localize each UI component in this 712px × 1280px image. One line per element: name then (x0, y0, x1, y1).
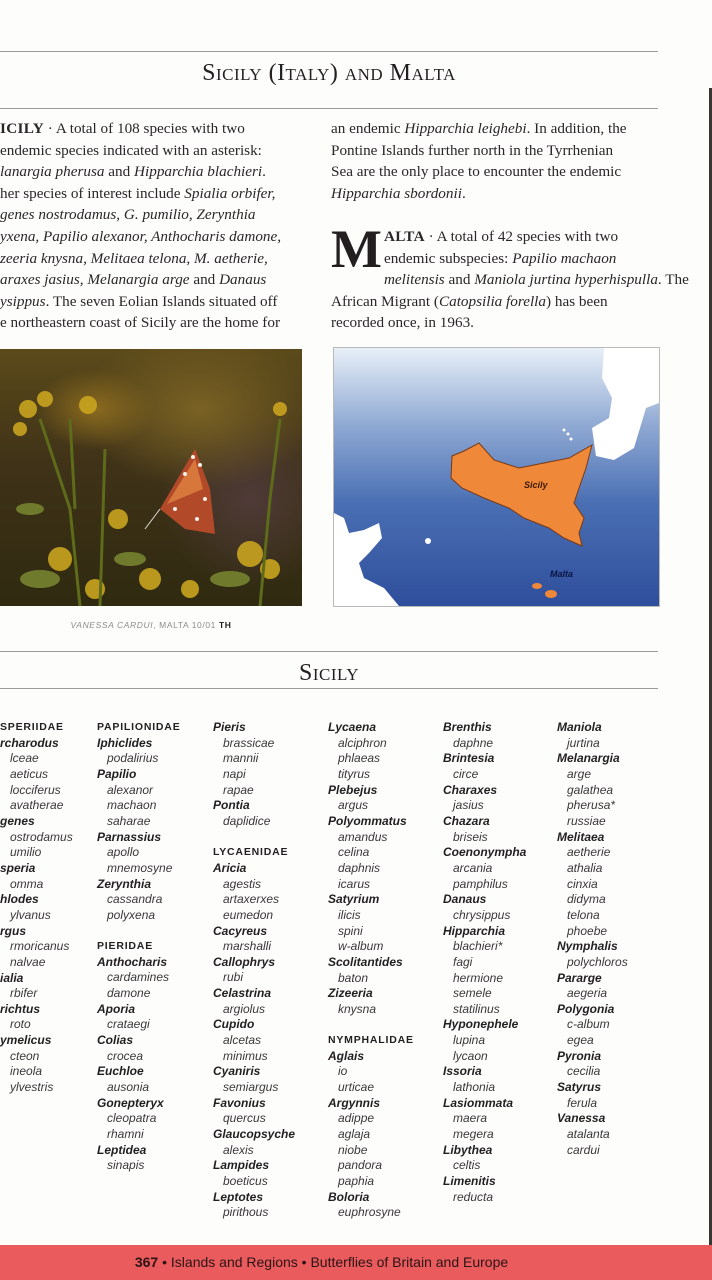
sicily-intro-text (0, 118, 281, 334)
species-name: chrysippus (453, 907, 511, 922)
genus-name: Brenthis (443, 720, 492, 734)
species-name: amandus (338, 829, 388, 844)
species-name: sinapis (107, 1158, 145, 1173)
species-name: ausonia (107, 1080, 150, 1095)
text-line: endemic species indicated with an asterisk: (0, 141, 262, 159)
species-name: minimus (223, 1048, 268, 1063)
species-name: crocea (107, 1048, 144, 1063)
species-name: io (338, 1064, 348, 1079)
species-name: cleopatra (107, 1111, 157, 1126)
genus-name: Plebejus (328, 782, 378, 797)
photo-caption (0, 620, 302, 630)
species-name: cassandra (107, 892, 163, 907)
checklist-column (213, 720, 295, 1221)
genus-name: Zizeeria (328, 986, 373, 1001)
text-line: Sea are the only place to encounter the endemic (331, 163, 622, 181)
species-name: ilicis (338, 907, 361, 922)
species-name: arge (567, 766, 592, 781)
checklist-column (97, 720, 181, 1174)
checklist-title: Sicily (299, 660, 359, 686)
genus-name: Glaucopsyche (213, 1127, 296, 1142)
genus-name: Libythea (443, 1142, 493, 1157)
genus-name: Hyponephele (443, 1017, 519, 1032)
text-line: ysippus. The seven Eolian Islands situated off (0, 292, 278, 310)
checklist-rule-bottom (0, 688, 658, 689)
species-name: pandora (338, 1158, 383, 1173)
caption-credit: TH (218, 620, 232, 630)
species-name: statilinus (453, 1001, 500, 1016)
checklist-column (557, 720, 628, 1158)
species-name: didyma (567, 892, 606, 907)
pantelleria (425, 538, 431, 544)
species-name: rbifer (10, 986, 38, 1001)
genus-name: Nymphalis (557, 939, 618, 954)
species-name: ylvestris (10, 1080, 54, 1095)
family-heading: PAPILIONIDAE (97, 721, 181, 733)
species-name: maera (453, 1111, 488, 1126)
genus-name: Chazara (443, 813, 490, 828)
species-name: adippe (338, 1111, 375, 1126)
species-name: apollo (107, 845, 140, 860)
text-line: ICILY · A total of 108 species with two (0, 120, 245, 137)
genus-name: Danaus (443, 892, 487, 907)
genus-name: Iphiclides (97, 735, 153, 750)
species-name: avatherae (10, 798, 64, 813)
species-name: roto (10, 1017, 31, 1032)
species-name: lupina (453, 1033, 486, 1048)
text-line: genes nostrodamus, G. pumilio, Zerynthia (0, 206, 256, 224)
species-name: icarus (338, 876, 371, 891)
family-heading: LYCAENIDAE (213, 846, 289, 859)
species-name: aeticus (10, 766, 49, 781)
map-label-sicily: Sicily (524, 480, 548, 490)
checklist-column (0, 720, 73, 1096)
genus-name: Zerynthia (97, 876, 152, 891)
species-name: quercus (223, 1111, 266, 1126)
genus-name: Cyaniris (213, 1064, 261, 1079)
genus-name: Lasiommata (443, 1095, 514, 1110)
species-name: telona (567, 907, 600, 922)
species-name: cardamines (107, 970, 170, 985)
genus-name: rgus (0, 923, 27, 938)
genus-name: Pontia (213, 798, 250, 813)
genus-name: Parnassius (97, 829, 162, 844)
genus-name: Favonius (213, 1095, 266, 1110)
species-name: atalanta (567, 1127, 610, 1142)
genus-name: Colias (97, 1033, 134, 1048)
species-name: cecilia (567, 1064, 601, 1079)
species-name: nalvae (10, 954, 46, 969)
genus-name: rcharodus (0, 735, 59, 750)
species-name: saharae (107, 813, 151, 828)
species-name: pherusa* (567, 798, 616, 813)
species-name: eumedon (223, 907, 274, 922)
page-title: Sicily (Italy) and Malta (202, 60, 456, 86)
species-name: euphrosyne (338, 1205, 401, 1220)
species-name: rapae (223, 782, 254, 797)
genus-name: Aricia (213, 860, 247, 875)
species-name: podalirius (107, 751, 159, 766)
species-name: damone (107, 986, 151, 1001)
species-name: ineola (10, 1064, 43, 1079)
species-name: alciphron (338, 735, 387, 750)
species-name: brassicae (223, 735, 275, 750)
species-name: megera (453, 1127, 494, 1142)
genus-name: Hipparchia (443, 923, 506, 938)
species-name: aetherie (567, 845, 611, 860)
species-name: celtis (453, 1158, 481, 1173)
species-name: polyxena (107, 907, 156, 922)
species-name: argus (338, 798, 369, 813)
species-name: paphia (338, 1174, 375, 1189)
text-line: Pontine Islands further north in the Tyrrhenian (331, 141, 614, 159)
species-name: cteon (10, 1048, 40, 1063)
malta-intro-text (331, 219, 689, 334)
species-name: galathea (567, 782, 614, 797)
genus-name: Polyommatus (328, 813, 407, 828)
genus-name: Argynnis (328, 1095, 381, 1110)
text-line: an endemic Hipparchia leighebi. In addition, the (331, 120, 627, 137)
checklist-rule-top (0, 651, 658, 652)
species-name: daphnis (338, 860, 381, 875)
butterfly-icon (145, 449, 215, 534)
species-name: knysna (338, 1001, 377, 1016)
species-name: mannii (223, 751, 259, 766)
genus-name: Melanargia (557, 751, 620, 766)
text-line: recorded once, in 1963. (331, 314, 474, 332)
species-name: aglaja (338, 1127, 371, 1142)
spacer (97, 924, 181, 940)
species-name: lycaon (453, 1048, 488, 1063)
species-name: napi (223, 766, 246, 781)
species-name: lceae (10, 751, 39, 766)
genus-name: Limenitis (443, 1174, 496, 1189)
footer-section: Islands and Regions (170, 1254, 298, 1270)
caption-species: VANESSA CARDUI (70, 620, 154, 630)
page-footer (0, 1245, 712, 1280)
species-name: pamphilus (453, 876, 508, 891)
species-name: athalia (567, 860, 603, 875)
species-name: jasius (453, 798, 484, 813)
gozo-shape (532, 583, 542, 589)
genus-name: Aglais (328, 1048, 365, 1063)
species-name: fagi (453, 954, 473, 969)
species-name: tityrus (338, 766, 371, 781)
species-name: umilio (10, 845, 42, 860)
genus-name: Cupido (213, 1017, 255, 1032)
species-name: ferula (567, 1095, 598, 1110)
species-name: rmoricanus (10, 939, 70, 954)
species-name: artaxerxes (223, 892, 280, 907)
sicily-intro-continued (331, 118, 627, 204)
tunisia-land (334, 513, 399, 606)
genus-name: Gonepteryx (97, 1095, 164, 1110)
species-name: argiolus (223, 1001, 266, 1016)
species-name: agestis (223, 876, 262, 891)
genus-name: Aporia (97, 1001, 136, 1016)
genus-name: Lycaena (328, 720, 377, 734)
genus-name: Issoria (443, 1064, 482, 1079)
species-name: aegeria (567, 986, 608, 1001)
species-name: lathonia (453, 1080, 496, 1095)
species-name: reducta (453, 1189, 494, 1204)
species-name: alexis (223, 1142, 254, 1157)
species-name: egea (567, 1033, 594, 1048)
family-heading: PIERIDAE (97, 940, 153, 953)
genus-name: Cacyreus (213, 923, 268, 938)
genus-name: Polygonia (557, 1001, 615, 1016)
genus-name: Maniola (557, 720, 602, 734)
genus-name: Leptidea (97, 1142, 147, 1157)
map-label-malta: Malta (550, 569, 574, 579)
malta-shape (545, 590, 557, 598)
map-illustration (334, 348, 659, 606)
species-name: baton (338, 970, 369, 985)
species-name: ostrodamus (10, 829, 73, 844)
genus-name: richtus (0, 1001, 41, 1016)
text-line: melitensis and Maniola jurtina hyperhispulla. The (383, 271, 689, 289)
caption-place: , MALTA 10/01 (153, 620, 219, 630)
species-name: semiargus (223, 1080, 279, 1095)
species-name: marshalli (223, 939, 272, 954)
species-name: locciferus (10, 782, 61, 797)
genus-name: Coenonympha (443, 845, 527, 860)
species-name: blachieri* (453, 939, 503, 954)
genus-name: Satyrus (557, 1080, 602, 1095)
footer-text (0, 1254, 643, 1270)
footer-separator: • (158, 1254, 171, 1270)
species-name: niobe (338, 1142, 368, 1157)
species-name: russiae (567, 813, 606, 828)
species-name: cardui (567, 1142, 600, 1157)
genus-name: Charaxes (443, 782, 498, 797)
footer-separator: • (297, 1254, 311, 1270)
genus-name: Lampides (213, 1158, 270, 1173)
text-line: Hipparchia sbordonii. (331, 184, 466, 202)
title-rule-top (0, 51, 658, 52)
species-name: jurtina (567, 735, 600, 750)
genus-name: Boloria (328, 1189, 370, 1204)
species-name: c-album (567, 1017, 610, 1032)
calabria-land (592, 348, 659, 460)
genus-name: Pieris (213, 720, 246, 734)
spacer (213, 830, 295, 846)
text-line: African Migrant (Catopsilia forella) has been (331, 292, 608, 310)
text-line: lanargia pherusa and Hipparchia blachieri. (0, 163, 266, 181)
genus-name: Scolitantides (328, 954, 403, 969)
text-line: zeeria knysna, Melitaea telona, M. aetherie, (0, 249, 268, 267)
genus-name: Pyronia (557, 1048, 602, 1063)
genus-name: speria (0, 860, 36, 875)
species-name: alexanor (107, 782, 154, 797)
species-name: mnemosyne (107, 860, 173, 875)
genus-name: Satyrium (328, 892, 380, 907)
page-number: 367 (134, 1254, 159, 1270)
species-name: ylvanus (10, 907, 51, 922)
species-name: omma (10, 876, 44, 891)
species-name: semele (453, 986, 492, 1001)
genus-name: Vanessa (557, 1111, 606, 1126)
sicily-shape (451, 443, 592, 546)
genus-name: Leptotes (213, 1189, 264, 1204)
species-name: w-album (338, 939, 384, 954)
butterfly-photo (0, 349, 302, 606)
species-name: boeticus (223, 1174, 268, 1189)
genus-name: Melitaea (557, 829, 605, 844)
species-name: daplidice (223, 813, 271, 828)
genus-name: ymelicus (0, 1033, 52, 1048)
family-heading: NYMPHALIDAE (328, 1034, 414, 1047)
genus-name: ialia (0, 970, 24, 985)
species-name: briseis (453, 829, 488, 844)
malta-dropcap: M (331, 219, 382, 279)
species-name: daphne (453, 735, 494, 750)
text-line: araxes jasius, Melanargia arge and Danaus (0, 271, 267, 289)
species-name: circe (453, 766, 479, 781)
genus-name: Anthocharis (97, 954, 168, 969)
species-name: pirithous (223, 1205, 269, 1220)
sicily-malta-map (333, 347, 660, 607)
species-name: urticae (338, 1080, 375, 1095)
text-line: e northeastern coast of Sicily are the home for (0, 314, 281, 332)
species-checklist (0, 720, 712, 1230)
species-name: alcetas (223, 1033, 262, 1048)
text-line: endemic subspecies: Papilio machaon (383, 249, 617, 267)
family-heading: SPERIIDAE (0, 721, 64, 733)
species-name: hermione (453, 970, 504, 985)
species-name: arcania (453, 860, 493, 875)
species-name: celina (338, 845, 370, 860)
species-name: crataegi (107, 1017, 150, 1032)
text-line: her species of interest include Spialia orbifer, (0, 184, 276, 202)
species-name: cinxia (567, 876, 598, 891)
species-name: rhamni (107, 1127, 144, 1142)
species-name: phlaeas (338, 751, 381, 766)
genus-name: Euchloe (97, 1064, 144, 1079)
checklist-column (443, 720, 526, 1205)
species-name: machaon (107, 798, 157, 813)
species-name: phoebe (567, 923, 608, 938)
genus-name: Celastrina (213, 986, 272, 1001)
species-name: rubi (223, 970, 244, 985)
genus-name: hlodes (0, 892, 39, 907)
genus-name: Callophrys (213, 954, 276, 969)
spacer (328, 1017, 414, 1033)
checklist-column (328, 720, 414, 1221)
footer-book: Butterflies of Britain and Europe (310, 1254, 509, 1270)
species-name: polychloros (567, 954, 628, 969)
photo-illustration (0, 349, 302, 606)
genus-name: genes (0, 813, 35, 828)
species-name: spini (338, 923, 363, 938)
title-rule-bottom (0, 108, 658, 109)
genus-name: Brintesia (443, 751, 495, 766)
text-line: yxena, Papilio alexanor, Anthocharis damone, (0, 227, 282, 245)
genus-name: Papilio (97, 766, 137, 781)
genus-name: Pararge (557, 970, 602, 985)
text-line: ALTA · A total of 42 species with two (383, 228, 619, 245)
